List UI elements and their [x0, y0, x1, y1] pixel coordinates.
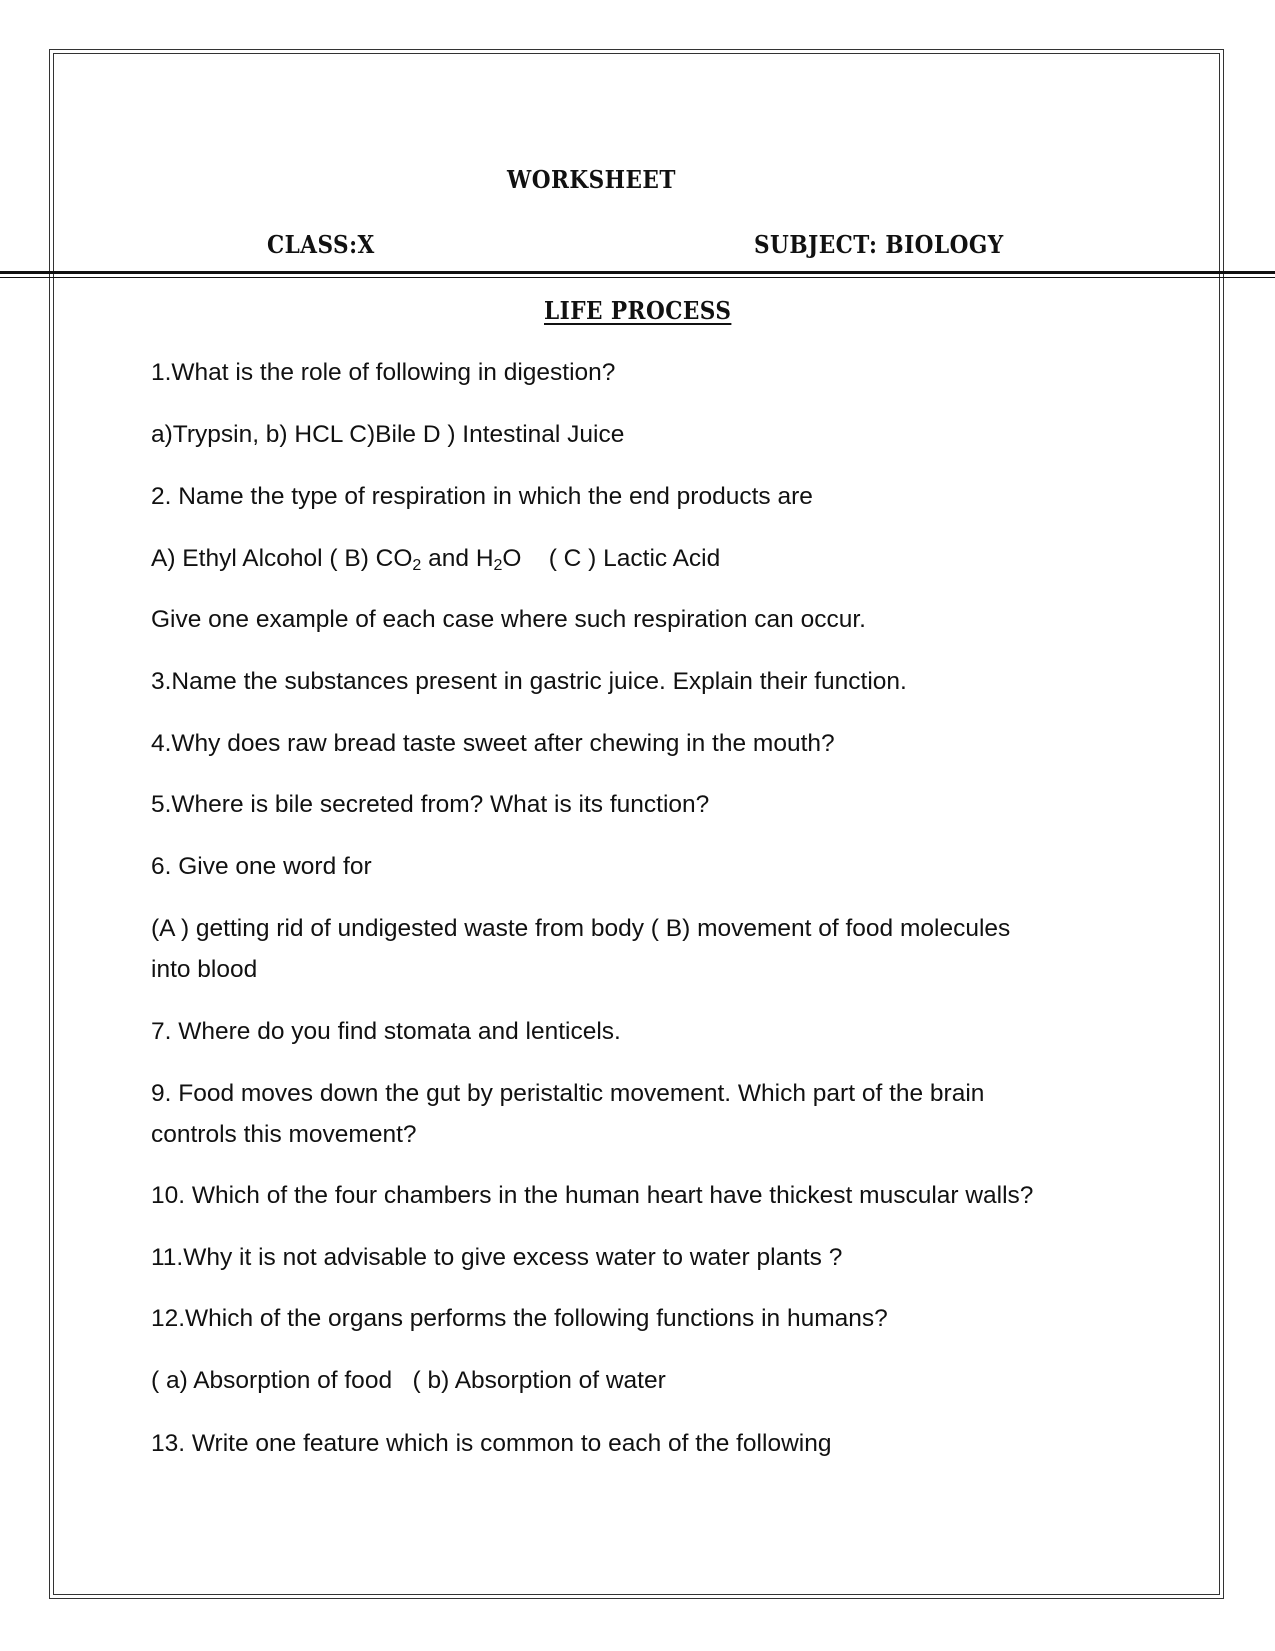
subject-label: SUBJECT: BIOLOGY — [754, 230, 1004, 259]
question-6-options: (A ) getting rid of undigested waste from body ( B) movement of food molecules — [151, 915, 1011, 942]
text: O ( C ) Lactic Acid — [502, 545, 721, 572]
question-13: 13. Write one feature which is common to each of the following — [151, 1430, 832, 1457]
topic-heading: LIFE PROCESS — [544, 296, 732, 325]
question-3: 3.Name the substances present in gastric juice. Explain their function. — [151, 668, 907, 695]
text: and H — [421, 545, 494, 572]
question-11: 11.Why it is not advisable to give excess water to water plants ? — [151, 1244, 843, 1271]
question-1-options: a)Trypsin, b) HCL C)Bile D ) Intestinal Juice — [151, 421, 625, 448]
question-9: 9. Food moves down the gut by peristaltic movement. Which part of the brain — [151, 1080, 985, 1107]
worksheet-title: WORKSHEET — [507, 165, 676, 194]
question-5: 5.Where is bile secreted from? What is its function? — [151, 791, 710, 818]
question-1: 1.What is the role of following in digestion? — [151, 359, 616, 386]
question-10: 10. Which of the four chambers in the human heart have thickest muscular walls? — [151, 1182, 1034, 1209]
question-6-options-cont: into blood — [151, 956, 258, 983]
question-2: 2. Name the type of respiration in which the end products are — [151, 483, 813, 510]
subscript: 2 — [412, 557, 422, 574]
text: A) Ethyl Alcohol ( B) CO — [151, 545, 413, 572]
header-divider-thick — [0, 271, 1275, 274]
question-12: 12.Which of the organs performs the following functions in humans? — [151, 1305, 888, 1332]
question-7: 7. Where do you find stomata and lenticels. — [151, 1018, 621, 1045]
question-12-options: ( a) Absorption of food ( b) Absorption of water — [151, 1367, 666, 1394]
question-9-cont: controls this movement? — [151, 1121, 417, 1148]
question-2-options — [151, 538, 720, 586]
question-2-followup: Give one example of each case where such respiration can occur. — [151, 606, 866, 633]
class-label: CLASS:X — [267, 230, 375, 259]
subscript: 2 — [493, 557, 503, 574]
question-4: 4.Why does raw bread taste sweet after chewing in the mouth? — [151, 730, 835, 757]
question-6: 6. Give one word for — [151, 853, 372, 880]
header-divider-thin — [0, 277, 1275, 278]
